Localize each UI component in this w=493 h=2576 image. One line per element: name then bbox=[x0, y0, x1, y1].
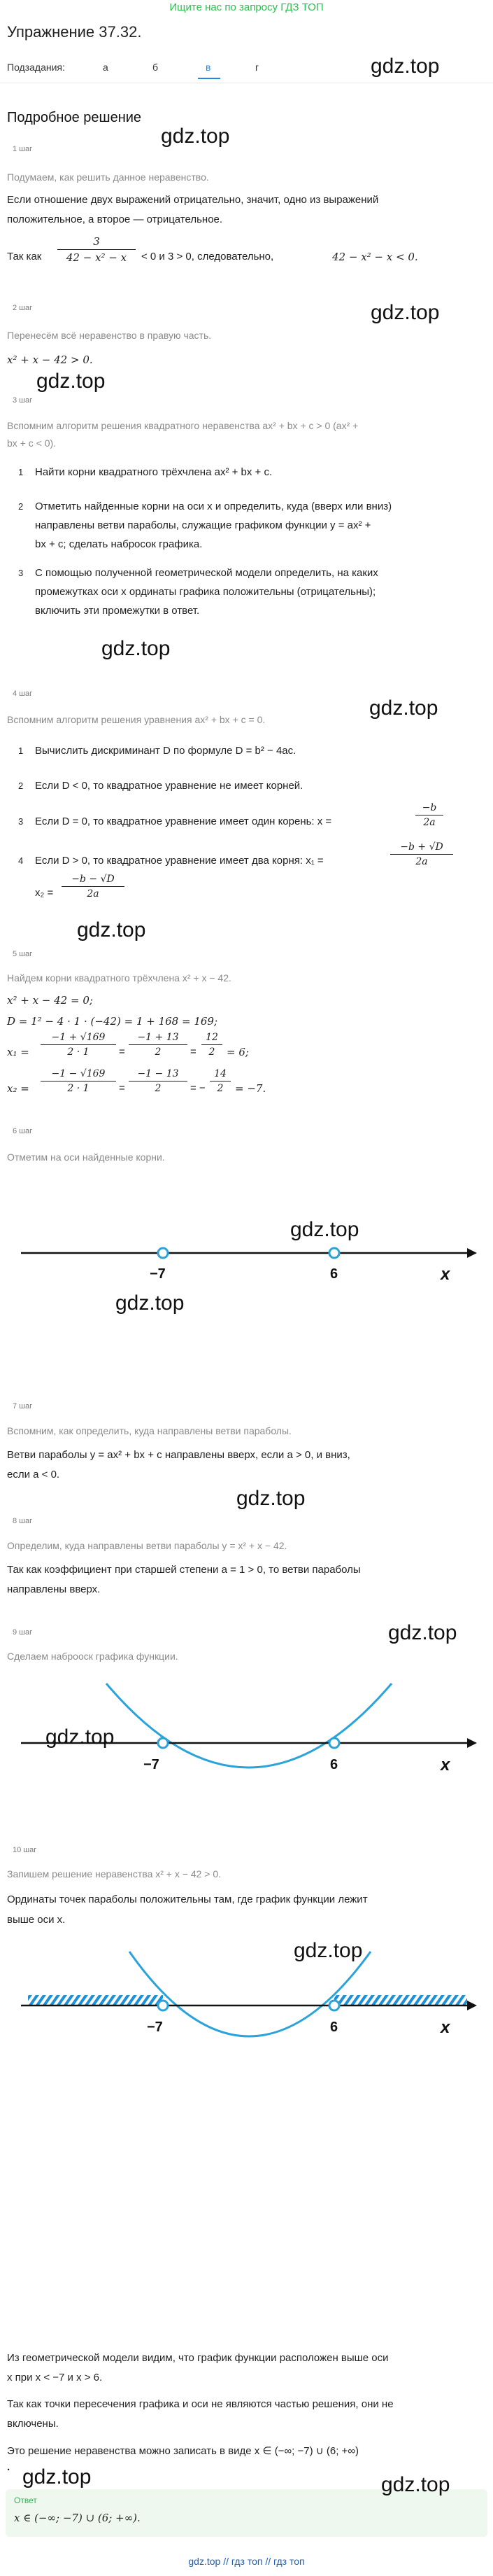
watermark: gdz.top bbox=[45, 1726, 115, 1749]
step-text: Так как bbox=[7, 251, 42, 262]
math-expression: 42 − x² − x < 0. bbox=[332, 251, 418, 263]
fraction-numerator: −1 − √169 bbox=[51, 1068, 106, 1079]
list-item: Если D > 0, то квадратное уравнение имеет два корня: x₁ = bbox=[35, 855, 324, 867]
number-line-diagram bbox=[0, 1239, 493, 1295]
fraction-denominator: 2a bbox=[423, 817, 436, 828]
list-item: С помощью полученной геометрической модели определить, на каких bbox=[35, 567, 378, 579]
list-number: 4 bbox=[18, 855, 24, 866]
step-text: Ветви параболы y = ax² + bx + c направлены вверх, если a > 0, и вниз, bbox=[7, 1449, 350, 1461]
root-marker-right bbox=[329, 1738, 339, 1748]
root-label-left: −7 bbox=[150, 1266, 166, 1282]
watermark: gdz.top bbox=[115, 1292, 185, 1315]
list-item: Найти корни квадратного трёхчлена ax² + bx + c. bbox=[35, 466, 273, 478]
equals-sign: = − bbox=[190, 1082, 206, 1094]
fraction-denominator: 2 · 1 bbox=[67, 1083, 90, 1094]
watermark: gdz.top bbox=[294, 1939, 363, 1962]
step-text: если a < 0. bbox=[7, 1469, 60, 1480]
math-expression: D = 1² − 4 · 1 · (−42) = 1 + 168 = 169; bbox=[7, 1015, 218, 1028]
fraction-bar bbox=[57, 249, 136, 250]
root-label-left: −7 bbox=[147, 2019, 163, 2035]
root-label-right: 6 bbox=[330, 1757, 338, 1772]
step-hint: Подумаем, как решить данное неравенство. bbox=[7, 172, 209, 183]
step-text: < 0 и 3 > 0, следовательно, bbox=[141, 251, 274, 262]
watermark: gdz.top bbox=[369, 696, 438, 720]
fraction-bar bbox=[415, 815, 443, 816]
fraction bbox=[210, 1068, 231, 1094]
step-text: x при x < −7 и x > 6. bbox=[7, 2372, 103, 2384]
fraction-numerator: 3 bbox=[93, 235, 100, 248]
fraction bbox=[57, 235, 136, 264]
step-text: выше оси x. bbox=[7, 1914, 66, 1926]
fraction-numerator: −b + √D bbox=[400, 841, 443, 853]
watermark: gdz.top bbox=[36, 370, 106, 393]
root-label-right: 6 bbox=[330, 2019, 338, 2035]
step-text: Если отношение двух выражений отрицательно, значит, одно из выражений bbox=[7, 194, 379, 206]
root-marker-left bbox=[158, 1248, 168, 1258]
math-expression: x₂ = bbox=[7, 1082, 29, 1095]
list-item: направлены ветви параболы, служащие графиком функции y = ax² + bbox=[35, 519, 371, 531]
fraction-numerator: −b bbox=[422, 802, 437, 813]
step-label: 3 шаг bbox=[13, 396, 33, 405]
list-number: 1 bbox=[18, 746, 24, 756]
subtask-v-active[interactable]: в bbox=[206, 62, 211, 73]
equals-sign: = bbox=[190, 1046, 197, 1058]
step-text: Так как коэффициент при старшей степени a = 1 > 0, то ветви параболы bbox=[7, 1564, 361, 1576]
subtasks-label: Подзадания: bbox=[7, 62, 65, 73]
step-label: 6 шаг bbox=[13, 1127, 33, 1135]
fraction-numerator: −1 + √169 bbox=[51, 1032, 106, 1043]
list-number: 1 bbox=[18, 467, 24, 477]
list-number: 2 bbox=[18, 780, 24, 791]
step-text: Ординаты точек параболы положительны там, где график функции лежит bbox=[7, 1893, 368, 1905]
step-hint: Найдем корни квадратного трёхчлена x² + x − 42. bbox=[7, 972, 231, 983]
list-number: 3 bbox=[18, 568, 24, 578]
fraction bbox=[415, 802, 443, 828]
step-label: 4 шаг bbox=[13, 690, 33, 698]
step-hint: Перенесём всё неравенство в правую часть. bbox=[7, 330, 212, 341]
fraction-bar bbox=[129, 1081, 187, 1082]
step-label: 1 шаг bbox=[13, 145, 33, 153]
fraction-denominator: 2 bbox=[217, 1083, 224, 1094]
equals-sign: = bbox=[119, 1046, 125, 1058]
watermark: gdz.top bbox=[371, 55, 440, 78]
step-text: Из геометрической модели видим, что график функции расположен выше оси bbox=[7, 2352, 389, 2364]
fraction-bar bbox=[62, 886, 124, 887]
step-label: 7 шаг bbox=[13, 1402, 33, 1410]
parabola-curve bbox=[106, 1684, 392, 1768]
page-title: Упражнение 37.32. bbox=[7, 23, 142, 41]
fraction-numerator: −1 − 13 bbox=[137, 1068, 179, 1079]
answer-label: Ответ bbox=[14, 2496, 37, 2505]
step-label: 2 шаг bbox=[13, 304, 33, 312]
step-label: 10 шаг bbox=[13, 1846, 37, 1854]
period-mark: . bbox=[7, 2461, 10, 2473]
watermark: gdz.top bbox=[22, 2465, 92, 2488]
list-item: Если D < 0, то квадратное уравнение не имеет корней. bbox=[35, 780, 303, 792]
subtask-a[interactable]: а bbox=[103, 62, 108, 73]
step-label: 8 шаг bbox=[13, 1517, 33, 1525]
fraction-bar bbox=[41, 1081, 116, 1082]
list-item: включить эти промежутки в ответ. bbox=[35, 605, 200, 617]
watermark: gdz.top bbox=[371, 301, 440, 324]
root-label-left: −7 bbox=[143, 1757, 159, 1772]
fraction bbox=[129, 1032, 187, 1058]
step-hint: Вспомним алгоритм решения уравнения ax² + bx + c = 0. bbox=[7, 714, 266, 725]
fraction bbox=[62, 874, 124, 899]
step-text: Это решение неравенства можно записать в виде x ∈ (−∞; −7) ∪ (6; +∞) bbox=[7, 2445, 359, 2457]
math-expression: = −7. bbox=[235, 1082, 266, 1095]
math-expression: x² + x − 42 > 0. bbox=[7, 354, 93, 366]
list-item: Если D = 0, то квадратное уравнение имеет один корень: x = bbox=[35, 816, 332, 827]
watermark: gdz.top bbox=[161, 125, 230, 148]
root-marker-left bbox=[158, 1738, 168, 1748]
fraction-denominator: 2 · 1 bbox=[67, 1046, 90, 1058]
axis-label: x bbox=[441, 1265, 450, 1284]
list-item: Вычислить дискриминант D по формуле D = b² − 4ac. bbox=[35, 745, 296, 757]
list-number: 2 bbox=[18, 501, 24, 512]
step-hint: Вспомним, как определить, куда направлены ветви параболы. bbox=[7, 1425, 292, 1436]
subtask-b[interactable]: б bbox=[152, 62, 159, 73]
list-item: x₂ = bbox=[35, 887, 54, 899]
watermark: gdz.top bbox=[236, 1487, 306, 1510]
list-number: 3 bbox=[18, 816, 24, 827]
fraction-denominator: 2a bbox=[415, 856, 428, 867]
list-item: Отметить найденные корни на оси x и определить, куда (вверх или вниз) bbox=[35, 500, 392, 512]
axis-label: x bbox=[441, 2018, 450, 2037]
answer-text: x ∈ (−∞; −7) ∪ (6; +∞). bbox=[14, 2512, 141, 2524]
axis-label: x bbox=[441, 1756, 450, 1774]
step-hint: Отметим на оси найденные корни. bbox=[7, 1152, 165, 1163]
fraction-denominator: 2a bbox=[87, 888, 99, 899]
watermark: gdz.top bbox=[381, 2473, 450, 2496]
root-label-right: 6 bbox=[330, 1266, 338, 1282]
math-expression: x₁ = bbox=[7, 1046, 29, 1058]
fraction-bar bbox=[210, 1081, 231, 1082]
footer-links[interactable]: gdz.top // гдз топ // гдз топ bbox=[188, 2556, 305, 2567]
step-label: 5 шаг bbox=[13, 950, 33, 958]
equals-sign: = bbox=[119, 1082, 125, 1094]
fraction-denominator: 2 bbox=[155, 1046, 162, 1058]
solution-interval-left bbox=[28, 1995, 163, 2005]
active-subtask-indicator bbox=[198, 78, 220, 79]
fraction-bar bbox=[390, 854, 453, 855]
step-hint: Вспомним алгоритм решения квадратного неравенства ax² + bx + c > 0 (ax² + bbox=[7, 420, 359, 431]
fraction-denominator: 2 bbox=[208, 1046, 215, 1058]
watermark: gdz.top bbox=[101, 637, 171, 660]
math-expression: = 6; bbox=[227, 1046, 249, 1058]
step-text: направлены вверх. bbox=[7, 1583, 101, 1595]
fraction-denominator: 42 − x² − x bbox=[66, 251, 127, 264]
step-text: Так как точки пересечения графика и оси не являются частью решения, они не bbox=[7, 2398, 394, 2410]
axis-arrow bbox=[467, 2001, 477, 2010]
fraction bbox=[41, 1032, 116, 1058]
solution-interval-right bbox=[334, 1995, 467, 2005]
step-hint: bx + c < 0). bbox=[7, 438, 57, 449]
watermark: gdz.top bbox=[290, 1218, 359, 1241]
axis-arrow bbox=[467, 1248, 477, 1258]
step-text: включены. bbox=[7, 2418, 59, 2430]
step-hint: Сделаем наброоск графика функции. bbox=[7, 1651, 178, 1662]
fraction-numerator: 14 bbox=[214, 1068, 227, 1079]
solution-graph bbox=[0, 1946, 493, 2093]
list-item: промежутках оси x ординаты графика положительны (отрицательны); bbox=[35, 586, 376, 598]
solution-heading: Подробное решение bbox=[7, 110, 142, 125]
list-item: bx + c; сделать набросок графика. bbox=[35, 538, 203, 550]
step-text: положительное, а второе — отрицательное. bbox=[7, 214, 223, 225]
root-marker-right bbox=[329, 2001, 339, 2010]
fraction bbox=[201, 1032, 222, 1058]
root-marker-left bbox=[158, 2001, 168, 2010]
step-hint: Определим, куда направлены ветви параболы y = x² + x − 42. bbox=[7, 1540, 287, 1551]
fraction-numerator: −1 + 13 bbox=[137, 1032, 179, 1043]
watermark: gdz.top bbox=[388, 1621, 457, 1644]
fraction-numerator: −b − √D bbox=[71, 874, 115, 885]
fraction-bar bbox=[41, 1044, 116, 1045]
axis-arrow bbox=[467, 1738, 477, 1748]
math-expression: x² + x − 42 = 0; bbox=[7, 994, 93, 1007]
fraction bbox=[41, 1068, 116, 1094]
root-marker-right bbox=[329, 1248, 339, 1258]
fraction-bar bbox=[129, 1044, 187, 1045]
fraction-numerator: 12 bbox=[206, 1032, 218, 1043]
search-banner[interactable]: Ищите нас по запросу ГДЗ ТОП bbox=[169, 1, 324, 13]
fraction-denominator: 2 bbox=[155, 1083, 162, 1094]
fraction bbox=[129, 1068, 187, 1094]
fraction-bar bbox=[201, 1044, 222, 1045]
fraction bbox=[390, 841, 453, 867]
watermark: gdz.top bbox=[77, 918, 146, 941]
subtask-g[interactable]: г bbox=[255, 62, 259, 73]
step-label: 9 шаг bbox=[13, 1628, 33, 1637]
step-hint: Запишем решение неравенства x² + x − 42 > 0. bbox=[7, 1868, 222, 1879]
